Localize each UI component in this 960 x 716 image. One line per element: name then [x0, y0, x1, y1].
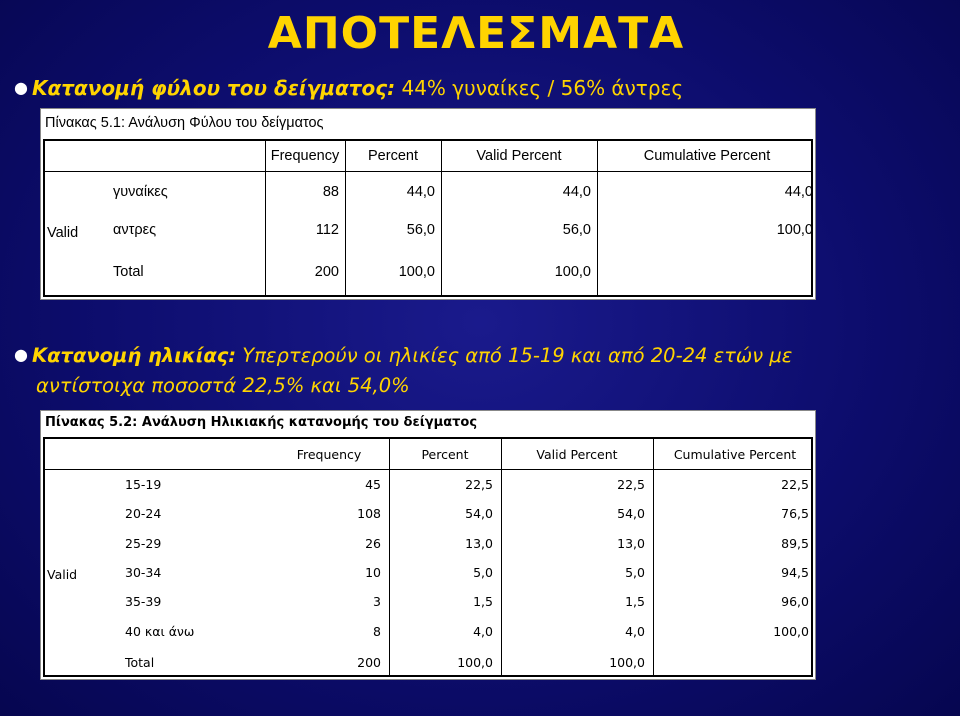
- header-percent: Percent: [421, 447, 469, 462]
- cell-percent: 5,0: [473, 565, 493, 580]
- row-label: 40 και άνω: [125, 624, 195, 639]
- cell-valid-percent: 5,0: [625, 565, 645, 580]
- gender-table: [40, 108, 816, 300]
- header-valid-percent: Valid Percent: [476, 148, 562, 164]
- bullet-dot-icon: ●: [14, 78, 28, 97]
- cell-frequency: 88: [322, 184, 339, 200]
- cell-frequency: 200: [314, 264, 339, 280]
- gender-table-caption: Πίνακας 5.1: Ανάλυση Φύλου του δείγματος: [41, 109, 815, 137]
- row-label: 30-34: [125, 565, 162, 580]
- row-label: αντρες: [113, 222, 157, 238]
- cell-frequency: 112: [315, 222, 339, 238]
- bullet-dot-icon: ●: [14, 345, 28, 364]
- cell-valid-percent: 54,0: [617, 506, 645, 521]
- slide-title: ΑΠΟΤΕΛΕΣΜΑΤΑ: [267, 8, 685, 59]
- row-label: 20-24: [125, 506, 162, 521]
- bullet-age-text-line1: Υπερτερούν οι ηλικίες από 15-19 και από 20-24 ετών με: [236, 344, 793, 367]
- cell-valid-percent: 13,0: [617, 536, 645, 551]
- cell-valid-percent: 100,0: [554, 264, 591, 280]
- bullet-gender-text: 44% γυναίκες / 56% άντρες: [395, 76, 684, 100]
- bullet-age: [14, 340, 894, 401]
- cell-cumulative-percent: 94,5: [781, 565, 809, 580]
- cell-frequency: 108: [357, 506, 381, 521]
- cell-percent: 44,0: [406, 184, 435, 200]
- cell-percent: 100,0: [457, 655, 493, 670]
- bullet-gender-label: Κατανομή φύλου του δείγματος:: [32, 76, 396, 100]
- cell-cumulative-percent: 44,0: [784, 184, 813, 200]
- cell-valid-percent: 56,0: [562, 222, 591, 238]
- row-label: 15-19: [125, 477, 162, 492]
- cell-cumulative-percent: 76,5: [781, 506, 809, 521]
- bullet-gender: [14, 76, 914, 100]
- cell-percent: 100,0: [398, 264, 435, 280]
- bullet-age-text-line2: αντίστοιχα ποσοστά 22,5% και 54,0%: [36, 374, 410, 397]
- age-table-caption: Πίνακας 5.2: Ανάλυση Ηλικιακής κατανομής του δείγματος: [41, 411, 815, 435]
- cell-frequency: 200: [357, 655, 381, 670]
- header-frequency: Frequency: [296, 447, 362, 462]
- bullet-age-label: Κατανομή ηλικίας:: [32, 344, 237, 367]
- age-table-grid: [43, 437, 813, 677]
- cell-valid-percent: 4,0: [625, 624, 645, 639]
- row-label: 35-39: [125, 594, 162, 609]
- cell-frequency: 8: [373, 624, 381, 639]
- cell-frequency: 45: [365, 477, 381, 492]
- cell-frequency: 26: [365, 536, 381, 551]
- cell-frequency: 3: [373, 594, 381, 609]
- cell-cumulative-percent: 100,0: [773, 624, 809, 639]
- cell-cumulative-percent: 100,0: [776, 222, 813, 238]
- cell-percent: 1,5: [473, 594, 493, 609]
- row-label: γυναίκες: [113, 184, 168, 200]
- header-frequency: Frequency: [270, 148, 340, 164]
- row-label: Total: [125, 655, 155, 670]
- cell-percent: 56,0: [406, 222, 435, 238]
- cell-valid-percent: 100,0: [609, 655, 645, 670]
- cell-percent: 13,0: [465, 536, 493, 551]
- cell-cumulative-percent: 96,0: [781, 594, 809, 609]
- cell-valid-percent: 1,5: [625, 594, 645, 609]
- header-valid-percent: Valid Percent: [536, 447, 618, 462]
- cell-percent: 22,5: [465, 477, 493, 492]
- cell-valid-percent: 22,5: [617, 477, 645, 492]
- header-cumulative-percent: Cumulative Percent: [643, 148, 771, 164]
- row-label: Total: [113, 264, 144, 280]
- cell-cumulative-percent: 22,5: [781, 477, 809, 492]
- cell-percent: 4,0: [473, 624, 493, 639]
- cell-valid-percent: 44,0: [562, 184, 591, 200]
- cell-frequency: 10: [365, 565, 381, 580]
- group-label: Valid: [47, 225, 79, 241]
- cell-percent: 54,0: [465, 506, 493, 521]
- header-cumulative-percent: Cumulative Percent: [673, 447, 797, 462]
- header-percent: Percent: [368, 148, 418, 164]
- age-table: [40, 410, 816, 680]
- gender-table-grid: [43, 139, 813, 297]
- cell-cumulative-percent: 89,5: [781, 536, 809, 551]
- row-label: 25-29: [125, 536, 162, 551]
- group-label: Valid: [47, 567, 78, 582]
